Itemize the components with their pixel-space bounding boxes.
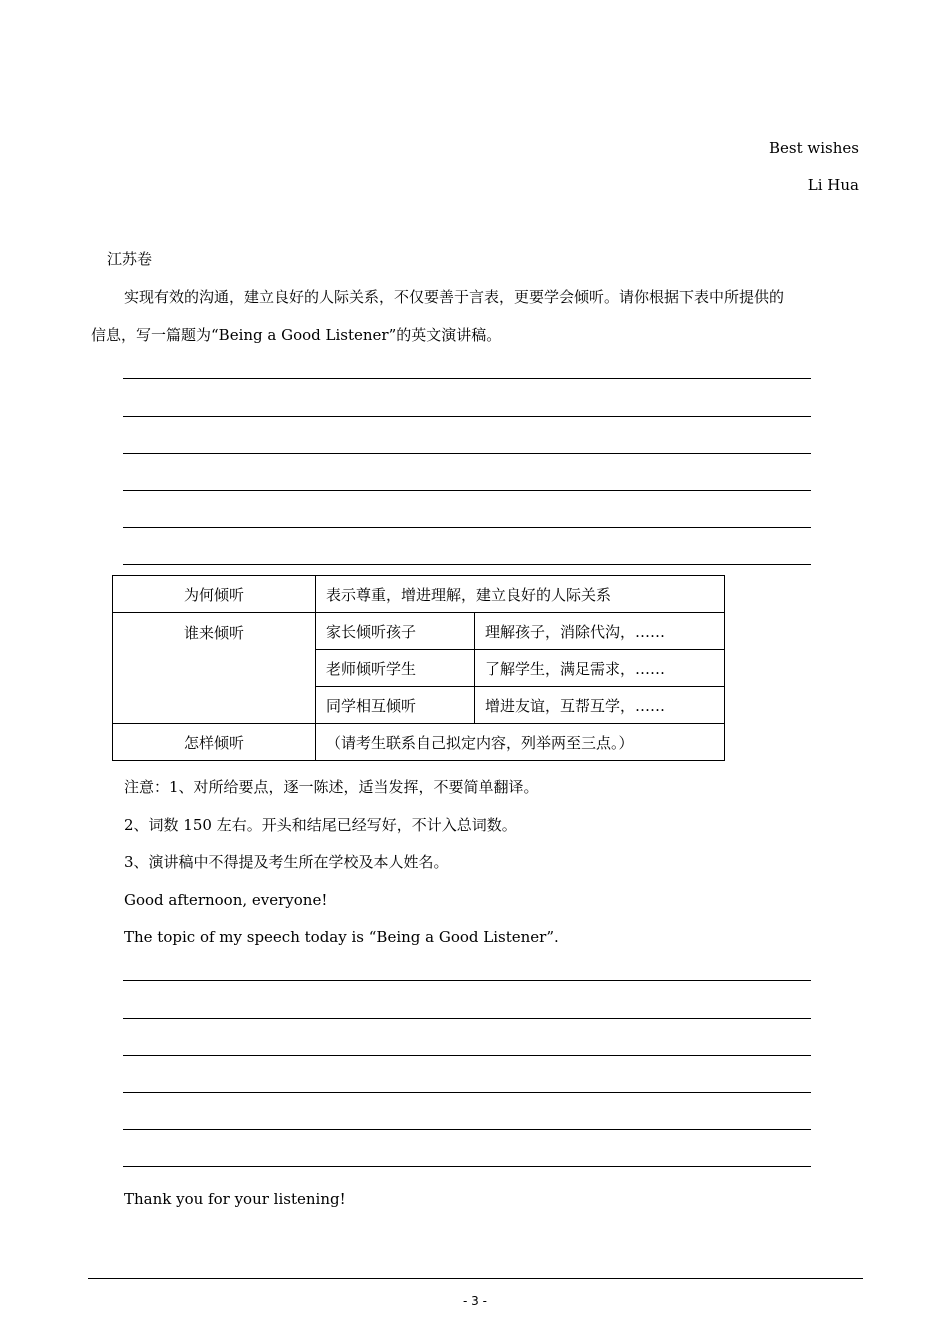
writing-line	[123, 1055, 811, 1056]
how-label: 怎样倾听	[113, 724, 316, 761]
task-prompt-line-2: 信息，写一篇题为“Being a Good Listener”的英文演讲稿。	[91, 326, 502, 344]
who-item-parents: 家长倾听孩子	[316, 613, 475, 650]
writing-line	[123, 527, 811, 528]
who-reason-parents: 理解孩子，消除代沟，……	[475, 613, 725, 650]
who-reason-teachers: 了解学生，满足需求，……	[475, 650, 725, 687]
speech-closing: Thank you for your listening!	[124, 1190, 346, 1208]
why-content: 表示尊重，增进理解，建立良好的人际关系	[316, 576, 725, 613]
info-table	[112, 575, 725, 761]
writing-line	[123, 1166, 811, 1167]
note-3: 3、演讲稿中不得提及考生所在学校及本人姓名。	[124, 853, 449, 871]
why-label: 为何倾听	[113, 576, 316, 613]
writing-line	[123, 1092, 811, 1093]
who-label: 谁来倾听	[113, 613, 316, 724]
writing-line	[123, 378, 811, 379]
who-item-classmates: 同学相互倾听	[316, 687, 475, 724]
table-row-why	[113, 576, 725, 613]
speech-topic: The topic of my speech today is “Being a Good Listener”.	[124, 928, 559, 946]
table-row-how	[113, 724, 725, 761]
note-2: 2、词数 150 左右。开头和结尾已经写好，不计入总词数。	[124, 816, 517, 834]
page-number: - 3 -	[463, 1294, 487, 1308]
how-content: （请考生联系自己拟定内容，列举两至三点。）	[316, 724, 725, 761]
who-item-teachers: 老师倾听学生	[316, 650, 475, 687]
exam-source: 江苏卷	[107, 250, 153, 268]
task-prompt-line-1: 实现有效的沟通，建立良好的人际关系，不仅要善于言表，更要学会倾听。请你根据下表中所提供的	[124, 288, 785, 306]
footer-rule	[88, 1278, 863, 1279]
speech-opening: Good afternoon, everyone!	[124, 891, 328, 909]
writing-line	[123, 564, 811, 565]
note-1: 注意：1、对所给要点，逐一陈述，适当发挥，不要简单翻译。	[124, 778, 539, 796]
writing-line	[123, 490, 811, 491]
letter-closing: Best wishes	[769, 139, 859, 157]
writing-line	[123, 453, 811, 454]
writing-line	[123, 1129, 811, 1130]
letter-signature: Li Hua	[807, 176, 859, 194]
table-row-who	[113, 613, 725, 650]
writing-line	[123, 416, 811, 417]
who-reason-classmates: 增进友谊，互帮互学，……	[475, 687, 725, 724]
writing-line	[123, 1018, 811, 1019]
writing-line	[123, 980, 811, 981]
